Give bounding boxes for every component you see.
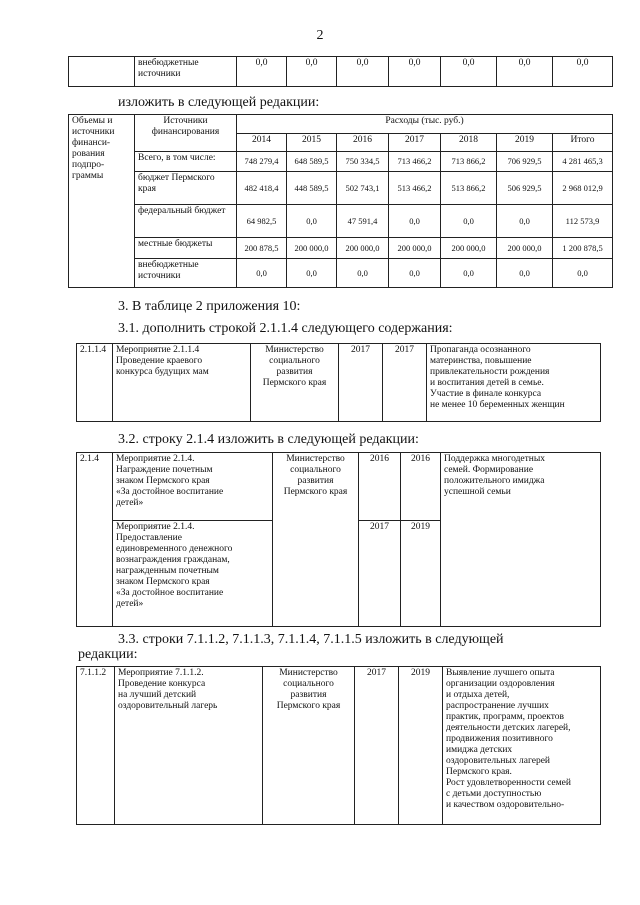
end-year: 2019 xyxy=(401,521,441,627)
start-year: 2017 xyxy=(339,344,383,422)
value-cell: 0,0 xyxy=(389,57,441,87)
value-cell: 0,0 xyxy=(553,259,613,288)
ministry-cell: Министерство социального развития Пермского края xyxy=(273,453,359,627)
table-7-1-1-2 xyxy=(76,666,601,825)
event-cell: Мероприятие 7.1.1.2. Проведение конкурса на лучший детский оздоровительный лагерь xyxy=(115,667,263,825)
section-3-3-heading-cont: редакции: xyxy=(78,647,138,662)
program-label: Объемы и источники финанси- рования подпро- граммы xyxy=(69,115,135,288)
value-cell: 0,0 xyxy=(389,259,441,288)
value-cell: 0,0 xyxy=(497,57,553,87)
table-row xyxy=(69,238,613,259)
row-label: внебюджетные источники xyxy=(135,57,237,87)
value-cell: 706 929,5 xyxy=(497,152,553,172)
end-year: 2017 xyxy=(383,344,427,422)
section-3-heading: 3. В таблице 2 приложения 10: xyxy=(118,299,301,314)
section-3-3-heading: 3.3. строки 7.1.1.2, 7.1.1.3, 7.1.1.4, 7.1.1.5 изложить в следующей xyxy=(118,632,504,647)
year-header: 2018 xyxy=(441,134,497,152)
value-cell: 200 000,0 xyxy=(389,238,441,259)
start-year: 2016 xyxy=(359,453,401,521)
value-cell: 0,0 xyxy=(553,57,613,87)
value-cell: 4 281 465,3 xyxy=(553,152,613,172)
value-cell: 112 573,9 xyxy=(553,205,613,238)
value-cell: 0,0 xyxy=(337,259,389,288)
expenses-header: Расходы (тыс. руб.) xyxy=(237,115,613,134)
value-cell: 502 743,1 xyxy=(337,172,389,205)
value-cell: 0,0 xyxy=(441,259,497,288)
value-cell: 2 968 012,9 xyxy=(553,172,613,205)
year-header: 2015 xyxy=(287,134,337,152)
value-cell: 0,0 xyxy=(441,57,497,87)
row-number: 2.1.4 xyxy=(77,453,113,627)
section-3-2-heading: 3.2. строку 2.1.4 изложить в следующей редакции: xyxy=(118,432,419,447)
value-cell: 750 334,5 xyxy=(337,152,389,172)
value-cell: 0,0 xyxy=(287,57,337,87)
sources-header: Источники финансирования xyxy=(135,115,237,152)
start-year: 2017 xyxy=(355,667,399,825)
event-cell: Мероприятие 2.1.4. Награждение почетным знаком Пермского края «За достойное воспитание детей» xyxy=(113,453,273,521)
section-3-1-heading: 3.1. дополнить строкой 2.1.1.4 следующего содержания: xyxy=(118,321,453,336)
table-row xyxy=(69,152,613,172)
table-row xyxy=(69,259,613,288)
start-year: 2017 xyxy=(359,521,401,627)
table-row xyxy=(77,344,601,422)
empty-cell xyxy=(69,57,135,87)
intro-text: изложить в следующей редакции: xyxy=(118,95,320,110)
value-cell: 47 591,4 xyxy=(337,205,389,238)
value-cell: 200 000,0 xyxy=(337,238,389,259)
value-cell: 0,0 xyxy=(287,205,337,238)
value-cell: 0,0 xyxy=(287,259,337,288)
table-2-1-1-4 xyxy=(76,343,601,422)
value-cell: 513 866,2 xyxy=(441,172,497,205)
row-label: внебюджетные источники xyxy=(135,259,237,288)
year-header: 2019 xyxy=(497,134,553,152)
value-cell: 1 200 878,5 xyxy=(553,238,613,259)
event-cell: Мероприятие 2.1.4. Предоставление единовременного денежного вознаграждения гражданам, награжденным почетным знаком Пермского края «За достойное воспитание детей» xyxy=(113,521,273,627)
value-cell: 448 589,5 xyxy=(287,172,337,205)
page-number: 2 xyxy=(316,28,324,43)
row-number: 2.1.1.4 xyxy=(77,344,113,422)
row-label: федеральный бюджет xyxy=(135,205,237,238)
table-row xyxy=(77,667,601,825)
value-cell: 200 000,0 xyxy=(287,238,337,259)
end-year: 2016 xyxy=(401,453,441,521)
value-cell: 200 000,0 xyxy=(497,238,553,259)
end-year: 2019 xyxy=(399,667,443,825)
year-header: 2014 xyxy=(237,134,287,152)
value-cell: 482 418,4 xyxy=(237,172,287,205)
value-cell: 713 866,2 xyxy=(441,152,497,172)
result-cell: Выявление лучшего опыта организации оздоровления и отдыха детей, распространение лучших практик, программ, проектов деятельности детских лагерей, продвижения позитивного имиджа детских оздоровительных лагерей Пермского края. Рост удовлетворенности семей с детьми доступностью и качеством оздоровительно- xyxy=(443,667,601,825)
value-cell: 64 982,5 xyxy=(237,205,287,238)
value-cell: 713 466,2 xyxy=(389,152,441,172)
value-cell: 0,0 xyxy=(389,205,441,238)
value-cell: 748 279,4 xyxy=(237,152,287,172)
ministry-cell: Министерство социального развития Пермского края xyxy=(251,344,339,422)
value-cell: 506 929,5 xyxy=(497,172,553,205)
value-cell: 0,0 xyxy=(497,205,553,238)
table-row xyxy=(69,205,613,238)
table-row xyxy=(69,172,613,205)
row-label: Всего, в том числе: xyxy=(135,152,237,172)
value-cell: 0,0 xyxy=(497,259,553,288)
table-2-1-4 xyxy=(76,452,601,627)
value-cell: 0,0 xyxy=(441,205,497,238)
financing-table xyxy=(68,114,613,288)
result-cell: Пропаганда осознанного материнства, повышение привлекательности рождения и воспитания детей в семье. Участие в финале конкурса не менее 10 беременных женщин xyxy=(427,344,601,422)
value-cell: 0,0 xyxy=(237,57,287,87)
value-cell: 200 878,5 xyxy=(237,238,287,259)
value-cell: 0,0 xyxy=(237,259,287,288)
row-label: местные бюджеты xyxy=(135,238,237,259)
event-cell: Мероприятие 2.1.1.4 Проведение краевого конкурса будущих мам xyxy=(113,344,251,422)
row-number: 7.1.1.2 xyxy=(77,667,115,825)
result-cell: Поддержка многодетных семей. Формирование положительного имиджа успешной семьи xyxy=(441,453,601,627)
row-label: бюджет Пермского края xyxy=(135,172,237,205)
year-header: Итого xyxy=(553,134,613,152)
value-cell: 513 466,2 xyxy=(389,172,441,205)
value-cell: 200 000,0 xyxy=(441,238,497,259)
year-header: 2016 xyxy=(337,134,389,152)
ministry-cell: Министерство социального развития Пермского края xyxy=(263,667,355,825)
top-table xyxy=(68,56,613,87)
value-cell: 648 589,5 xyxy=(287,152,337,172)
value-cell: 0,0 xyxy=(337,57,389,87)
year-header: 2017 xyxy=(389,134,441,152)
table-row xyxy=(77,453,601,521)
